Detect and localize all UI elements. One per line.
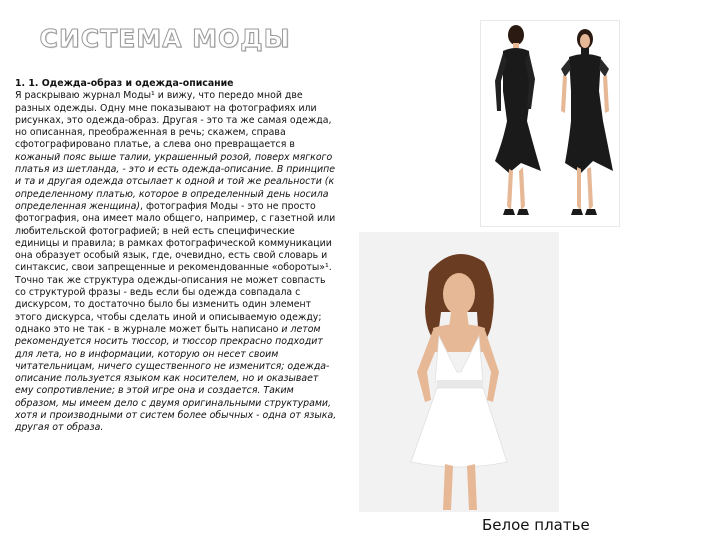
figure-front-view [561,29,613,215]
white-dress-photo [359,232,559,512]
paragraph-italic-1: кожаный пояс выше талии, украшенный розой, поверх мягкого платья из шетланда, - это и есть одежда-описание. В принципе и та и другая одежда отсылает к одной и той же реальности (к определенному платью, которое в определенный день носила определенная женщина) [15,151,335,212]
white-dress-illustration [359,232,559,512]
black-dress-illustration [481,21,619,226]
body-text [15,78,337,435]
black-dress-photo [480,20,620,227]
page-title: СИСТЕМА МОДЫ [39,24,291,53]
paragraph-italic-2: и летом рекомендуется носить тюссор, и тюссор прекрасно подходит для лета, но в информации, которую он несет своим читательницам, ничего существенного не изменится; одежда-описание пользуется языком как носителем, но и оказывает ему сопротивление; в этой игре она и создается. Таким образом, мы имеем дело с двумя оригинальными структурами, хотя и производными от систем более обычных - одна от языка, другая от образа. [15,323,337,434]
paragraph-part-2: , фотография Моды - это не просто фотография, она имеет мало общего, например, с газетной или любительской фотографией; в ней есть специфические единицы и правила; в рамках фотографической коммуникации она образует особый язык, где, очевидно, есть свой словарь и синтаксис, свои запрещенные и рекомендованные «обороты»¹. Точно так же структура одежды-описания не может совпасть со структурой фразы - ведь если бы одежда совпадала с дискурсом, то достаточно было бы изменить один элемент этого дискурса, чтобы сделать иной и описываемую одежду; однако это не так - в журнале может быть написано [15,200,336,335]
section-heading: 1. 1. Одежда-образ и одежда-описание [15,78,234,89]
paragraph-part-1: Я раскрываю журнал Моды¹ и вижу, что передо мной две разных одежды. Одну мне показывают на фотографиях или рисунках, это одежда-образ. Другая - это та же самая одежда, но описанная, преображенная в речь; скажем, справа сфотографировано платье, а слева оно превращается в [15,90,332,151]
title-container [0,24,330,53]
photo-caption: Белое платье [482,516,590,534]
figure-back-view [495,25,541,215]
